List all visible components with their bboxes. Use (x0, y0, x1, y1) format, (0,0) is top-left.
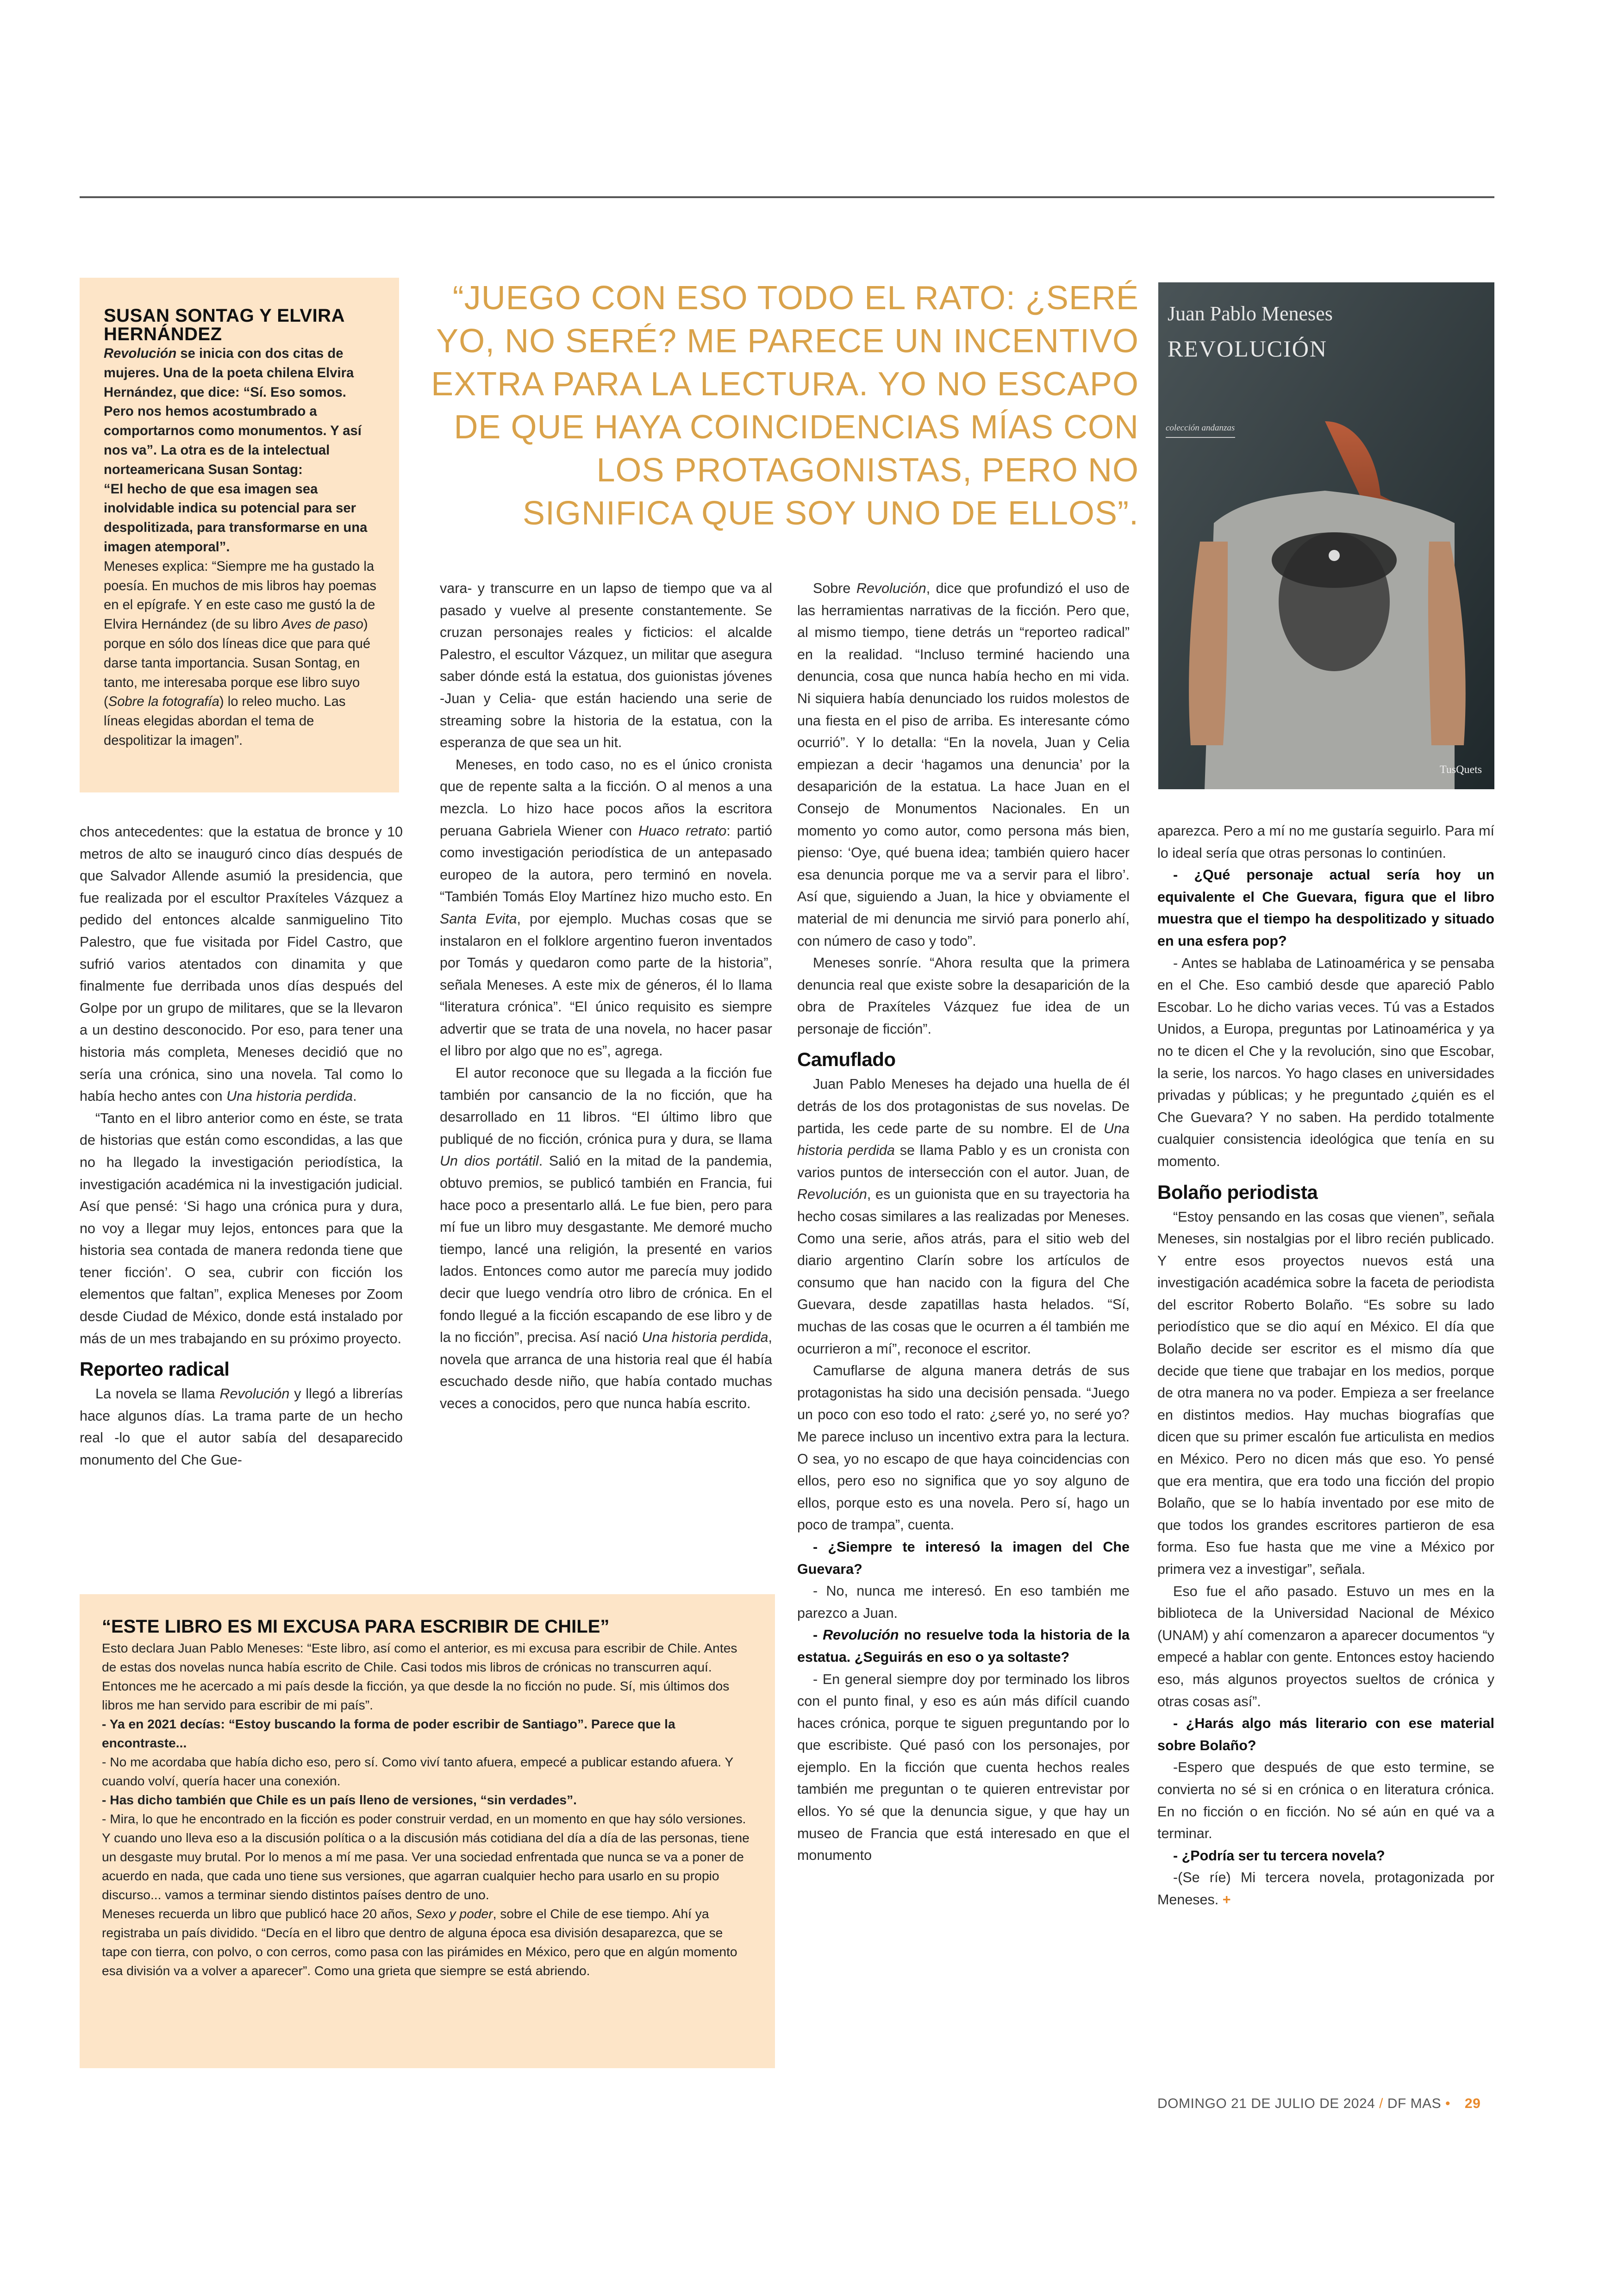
bottom-box-title: “ESTE LIBRO ES MI EXCUSA PARA ESCRIBIR DE CHILE” (102, 1616, 610, 1637)
sidebar-quote: “El hecho de que esa imagen sea inolvidable indica su potencial para ser despolitizada, para transformarse en una imagen atemporal”. (104, 481, 368, 555)
book-cover (1158, 282, 1494, 789)
interview-answer: -(Se ríe) Mi tercera novela, protagonizada por Meneses. + (1157, 1870, 1494, 1908)
subheading: Camuflado (797, 1048, 896, 1071)
article-column-4 (1157, 820, 1494, 1911)
interview-question: - ¿Podría ser tu tercera novela? (1173, 1847, 1385, 1864)
paragraph: Meneses, en todo caso, no es el único cronista que de repente salta a la ficción. O al menos a una mezcla. Lo hizo hace pocos años la escritora peruana Gabriela Wiener con Huaco retrato: partió como investigación periodística de un antepasado europeo de la autora, pero terminó en novela. “También Tomás Eloy Martínez hizo mucho esto. En Santa Evita, por ejemplo. Muchas cosas que se instalaron en el folklore argentino fueron inventados por Tomás y quedaron como parte de la historia”, señala Meneses. A este mix de géneros, él lo llama “literatura crónica”. “El único requisito es siempre advertir que se trata de una novela, no hacer pasar el libro por algo que no es”, agrega. (440, 756, 772, 1059)
paragraph: “Tanto en el libro anterior como en éste, se trata de historias que están como escondidas, a las que no ha llegado la investigación periodística, la investigación académica ni la investigación judicial. Así que pensé: ‘Si hago una crónica pura y dura, no voy a llegar muy lejos, entonces para que la historia sea contada de manera redonda tiene que tener ficción’. O sea, cubrir con ficción los elementos que faltan”, explica Meneses por Zoom desde Ciudad de México, donde está instalado por más de un mes trabajando en su próximo proyecto. (80, 1110, 403, 1347)
interview-answer: - Antes se hablaba de Latinoamérica y se pensaba en el Che. Eso cambió desde que apareció Pablo Escobar. Lo he dicho varias veces. Tú vas a Estados Unidos, a Europa, preguntas por Latinoamérica y ya no te dicen el Che y la revolución, sino que Escobar, la serie, los narcos. Yo hago clases en universidades privadas y públicas; y he preguntado ¿quién es el Che Guevara? Y no saben. Ha perdido totalmente cualquier consistencia ideológica que tenía en su momento. (1157, 955, 1494, 1169)
cover-author: Juan Pablo Meneses (1168, 302, 1333, 325)
interview-question: - ¿Siempre te interesó la imagen del Che Guevara? (797, 1539, 1130, 1577)
cover-collection: colección andanzas (1166, 423, 1235, 433)
interview-answer: - En general siempre doy por terminado los libros con el punto final, y eso es aún más difícil cuando haces crónica, porque te siguen preguntando por lo que escribiste. Qué pasó con los personajes, por ejemplo. En la ficción que cuenta hechos reales también me preguntan o te quieren entrevistar por ellos. Yo sé que la denuncia sigue, y que hay un museo de Francia que está interesado en que el monumento (797, 1671, 1130, 1864)
cover-divider (1166, 437, 1235, 438)
sidebar-paragraph: Meneses explica: “Siempre me ha gustado la poesía. En muchos de mis libros hay poemas en el epígrafe. Y en este caso me gustó la de Elvira Hernández (de su libro Aves de paso) porque en sólo dos líneas dice que para qué darse tanta importancia. Susan Sontag, en tanto, me interesaba porque ese libro suyo (Sobre la fotografía) lo releo mucho. Las líneas elegidas abordan el tema de despolitizar la imagen”. (104, 559, 376, 748)
interview-question: - Revolución no resuelve toda la historia de la estatua. ¿Seguirás en eso o ya soltaste? (797, 1627, 1130, 1665)
interview-answer: - No, nunca me interesó. En eso también me parezco a Juan. (797, 1583, 1130, 1621)
bottom-box-paragraph: Meneses recuerda un libro que publicó hace 20 años, Sexo y poder, sobre el Chile de ese tiempo. Ahí ya registraba un país dividido. “Decía en el libro que dentro de alguna época esa división desaparezca, que se tape con tierra, con polvo, o con cerros, como pasa con las pirámides en México, pero que en algún momento esa división va a volver a aparecer”. Como una grieta que siempre se está abriendo. (102, 1906, 737, 1978)
publisher-logo: TusQuets (1440, 764, 1482, 776)
article-column-2 (440, 578, 772, 1415)
page-footer (1157, 2096, 1480, 2112)
footer-brand: DF MAS (1387, 2096, 1442, 2111)
top-rule (80, 196, 1494, 198)
article-column-1 (80, 821, 403, 1472)
paragraph: Meneses sonríe. “Ahora resulta que la primera denuncia real que existe sobre la desaparición de la obra de Praxíteles Vázquez fue idea de un personaje de ficción”. (797, 955, 1130, 1037)
cover-title: REVOLUCIÓN (1168, 336, 1327, 362)
article-column-3 (797, 578, 1130, 1867)
footer-date: DOMINGO 21 DE JULIO DE 2024 (1157, 2096, 1375, 2111)
bottom-box-answer: - No me acordaba que había dicho eso, pero sí. Como viví tanto afuera, empecé a publicar estando afuera. Y cuando volví, quería hacer una conexión. (102, 1754, 733, 1788)
paragraph: El autor reconoce que su llegada a la ficción fue también por cansancio de la no ficción, que ha desarrollado en 11 libros. “El último libro que publiqué de no ficción, crónica pura y dura, se llama Un dios portátil. Salió en la mitad de la pandemia, obtuvo premios, se publicó también en Francia, fui hace poco a presentarlo allá. Le fue bien, pero para mí fue un libro muy desgastante. Me demoré mucho tiempo, lancé una religión, la presenté en varios lados. Entonces como autor me parecía muy jodido decir que luego vendría otro libro de crónica. En el fondo llegué a la ficción escapando de ese libro y de la no ficción”, precisa. Así nació Una historia perdida, novela que arranca de una historia real que él había escuchado desde niño, que había contado muchas veces a conocidos, pero que nunca había escrito. (440, 1065, 772, 1411)
paragraph: Sobre Revolución, dice que profundizó el uso de las herramientas narrativas de la ficción. Pero que, al mismo tiempo, tiene detrás un “reporteo radical” en la realidad. “Incluso terminé haciendo una denuncia, cosa que nunca había hecho en mi vida. Ni siquiera había denunciado los ruidos molestos de una fiesta en el piso de arriba. Es interesante cómo ocurrió”. Y lo detalla: “En la novela, Juan y Celia empiezan a decir ‘hagamos una denuncia’ por la desaparición de la estatua. La hace Juan en el Consejo de Monumentos Nacionales. En un momento yo como autor, como persona más bien, pienso: ‘Oye, qué buena idea; también quiero hacer esa denuncia porque me va a servir para el libro’. Así que, siguiendo a Juan, la hice y obviamente el material de mi denuncia me sirvió para ponerlo ahí, con número de caso y todo”. (797, 580, 1130, 949)
paragraph: chos antecedentes: que la estatua de bronce y 10 metros de alto se inauguró cinco días después de que Salvador Allende asumió la presidencia, que fue realizada por el escultor Praxíteles Vázquez a pedido del entonces alcalde sanmiguelino Tito Palestro, que fue visitada por Fidel Castro, que sufrió varios atentados con dinamita y que finalmente fue derribada unos días después del Golpe por un grupo de militares, que se la llevaron a un destino desconocido. Por eso, para tener una historia más completa, Meneses decidió que no sería una crónica, sino una novela. Tal como lo había hecho antes con Una historia perdida. (80, 824, 403, 1104)
bottom-box-paragraph: Esto declara Juan Pablo Meneses: “Este libro, así como el anterior, es mi excusa para escribir de Chile. Antes de estas dos novelas nunca había escrito de Chile. Casi todos mis libros de crónicas no transcurren aquí. Entonces me he acercado a mi país desde la ficción, ya que desde la no ficción no pude. Sí, mis últimos dos libros me han servido para escribir de mi país”. (102, 1640, 737, 1712)
end-mark: + (1222, 1891, 1231, 1908)
page-number: 29 (1464, 2096, 1481, 2111)
interview-question: - ¿Harás algo más literario con ese material sobre Bolaño? (1157, 1715, 1494, 1753)
paragraph: Eso fue el año pasado. Estuvo un mes en la biblioteca de la Universidad Nacional de México (UNAM) y ahí comenzaron a aparecer documentos “y empecé a hablar con gente. Entonces estoy haciendo eso, más algunos proyectos sueltos de crónica y otras cosas así”. (1157, 1583, 1494, 1709)
paragraph: vara- y transcurre en un lapso de tiempo que va al pasado y vuelve al presente constantemente. Se cruzan personajes reales y ficticios: el alcalde Palestro, el escultor Vázquez, un militar que asegura saber dónde está la estatua, dos guionistas jóvenes -Juan y Celia- que están haciendo una serie de streaming sobre la historia de la estatua, con la esperanza de que sea un hit. (440, 580, 772, 751)
bottom-box-answer: - Mira, lo que he encontrado en la ficción es poder construir verdad, en un momento en que hay sólo versiones. Y cuando uno lleva eso a la discusión política o a la discusión más cotidiana del día a día de las personas, tiene un desgaste muy brutal. Por lo menos a mí me pasa. Ver una sociedad enfrentada que nunca se va a poner de acuerdo en nada, que cada uno tiene sus versiones, que agarran cualquier hecho para usarlo en su propio discurso... vamos a terminar siendo distintos países dentro de uno. (102, 1811, 750, 1902)
sidebar-paragraph: Revolución se inicia con dos citas de mujeres. Una de la poeta chilena Elvira Hernández, que dice: “Sí. Eso somos. Pero nos hemos acostumbrado a comportarnos como monumentos. Y así nos va”. La otra es de la intelectual norteamericana Susan Sontag: (104, 346, 362, 477)
paragraph: “Estoy pensando en las cosas que vienen”, señala Meneses, sin nostalgias por el libro recién publicado. Y entre esos proyectos nuevos está una investigación académica sobre la faceta de periodista del escritor Roberto Bolaño. “Es sobre su lado periodístico que se dio aquí en México. El día que Bolaño decide ser escritor es el mismo día que decide que tiene que trabajar en los medios, porque de otra manera no va poder. Empieza a ser freelance en distintos medios. Hay muchas biografías que dicen que su primer escalón fue articulista en medios en México. Pero no dicen más que eso. Yo pensé que era mentira, que era todo una ficción del propio Bolaño, que se lo había inventado por ese mito de que todos los grandes escritores partieron de esa forma. Eso fue hasta que me vine a México por primera vez a investigar”, señala. (1157, 1209, 1494, 1577)
paragraph: La novela se llama Revolución y llegó a librerías hace algunos días. La trama parte de un hecho real -lo que el autor sabía del desaparecido monumento del Che Gue- (80, 1386, 403, 1468)
footer-separator: / (1379, 2096, 1383, 2111)
sidebar-title: SUSAN SONTAG Y ELVIRA HERNÁNDEZ (104, 306, 344, 344)
sidebar-box (80, 278, 399, 792)
interview-answer: -Espero que después de que esto termine, se convierta no sé si en crónica o en literatura crónica. En no ficción o en ficción. No sé aún en qué va a terminar. (1157, 1759, 1494, 1842)
subheading: Reporteo radical (80, 1358, 230, 1380)
bottom-box-question: - Has dicho también que Chile es un país lleno de versiones, “sin verdades”. (102, 1792, 577, 1807)
bottom-box-question: - Ya en 2021 decías: “Estoy buscando la forma de poder escribir de Santiago”. Parece que la encontraste... (102, 1716, 675, 1750)
pull-quote: “JUEGO CON ESO TODO EL RATO: ¿SERÉ YO, NO SERÉ? ME PARECE UN INCENTIVO EXTRA PARA LA LECTURA. YO NO ESCAPO DE QUE HAYA COINCIDENCIAS MÍAS CON LOS PROTAGONISTAS, PERO NO SIGNIFICA QUE SOY UNO DE ELLOS”. (431, 280, 1139, 532)
interview-question: - ¿Qué personaje actual sería hoy un equivalente el Che Guevara, figura que el libro muestra que el tiempo ha despolitizado y situado en una esfera pop? (1157, 867, 1494, 949)
paragraph: Juan Pablo Meneses ha dejado una huella de él detrás de los dos protagonistas de sus novelas. De partida, les cede parte de su nombre. El de Una historia perdida se llama Pablo y es un cronista con varios puntos de intersección con el autor. Juan, de Revolución, es un guionista que en su trayectoria ha hecho cosas similares a las realizadas por Meneses. Como una serie, años atrás, para el sitio web del diario argentino Clarín sobre los artículos de consumo que han nacido con la figura del Che Guevara, desde zapatillas hasta helados. “Sí, muchas de las cosas que le ocurren a él también me ocurrieron a mí”, reconoce el escritor. (797, 1076, 1130, 1357)
paragraph: aparezca. Pero a mí no me gustaría seguirlo. Para mí lo ideal sería que otras personas lo continúen. (1157, 823, 1494, 861)
paragraph: Camuflarse de alguna manera detrás de sus protagonistas ha sido una decisión pensada. “Juego un poco con eso todo el rato: ¿seré yo, no seré yo? Me parece incluso un incentivo extra para la lectura. O sea, yo no escapo de que haya coincidencias con ellos, pero eso no significa que yo soy alguno de ellos, porque esto es una novela. Pero sí, hago un poco de trampa”, cuenta. (797, 1363, 1130, 1533)
footer-bullet: • (1445, 2096, 1451, 2111)
subheading: Bolaño periodista (1157, 1181, 1318, 1203)
bottom-box (80, 1594, 775, 2068)
